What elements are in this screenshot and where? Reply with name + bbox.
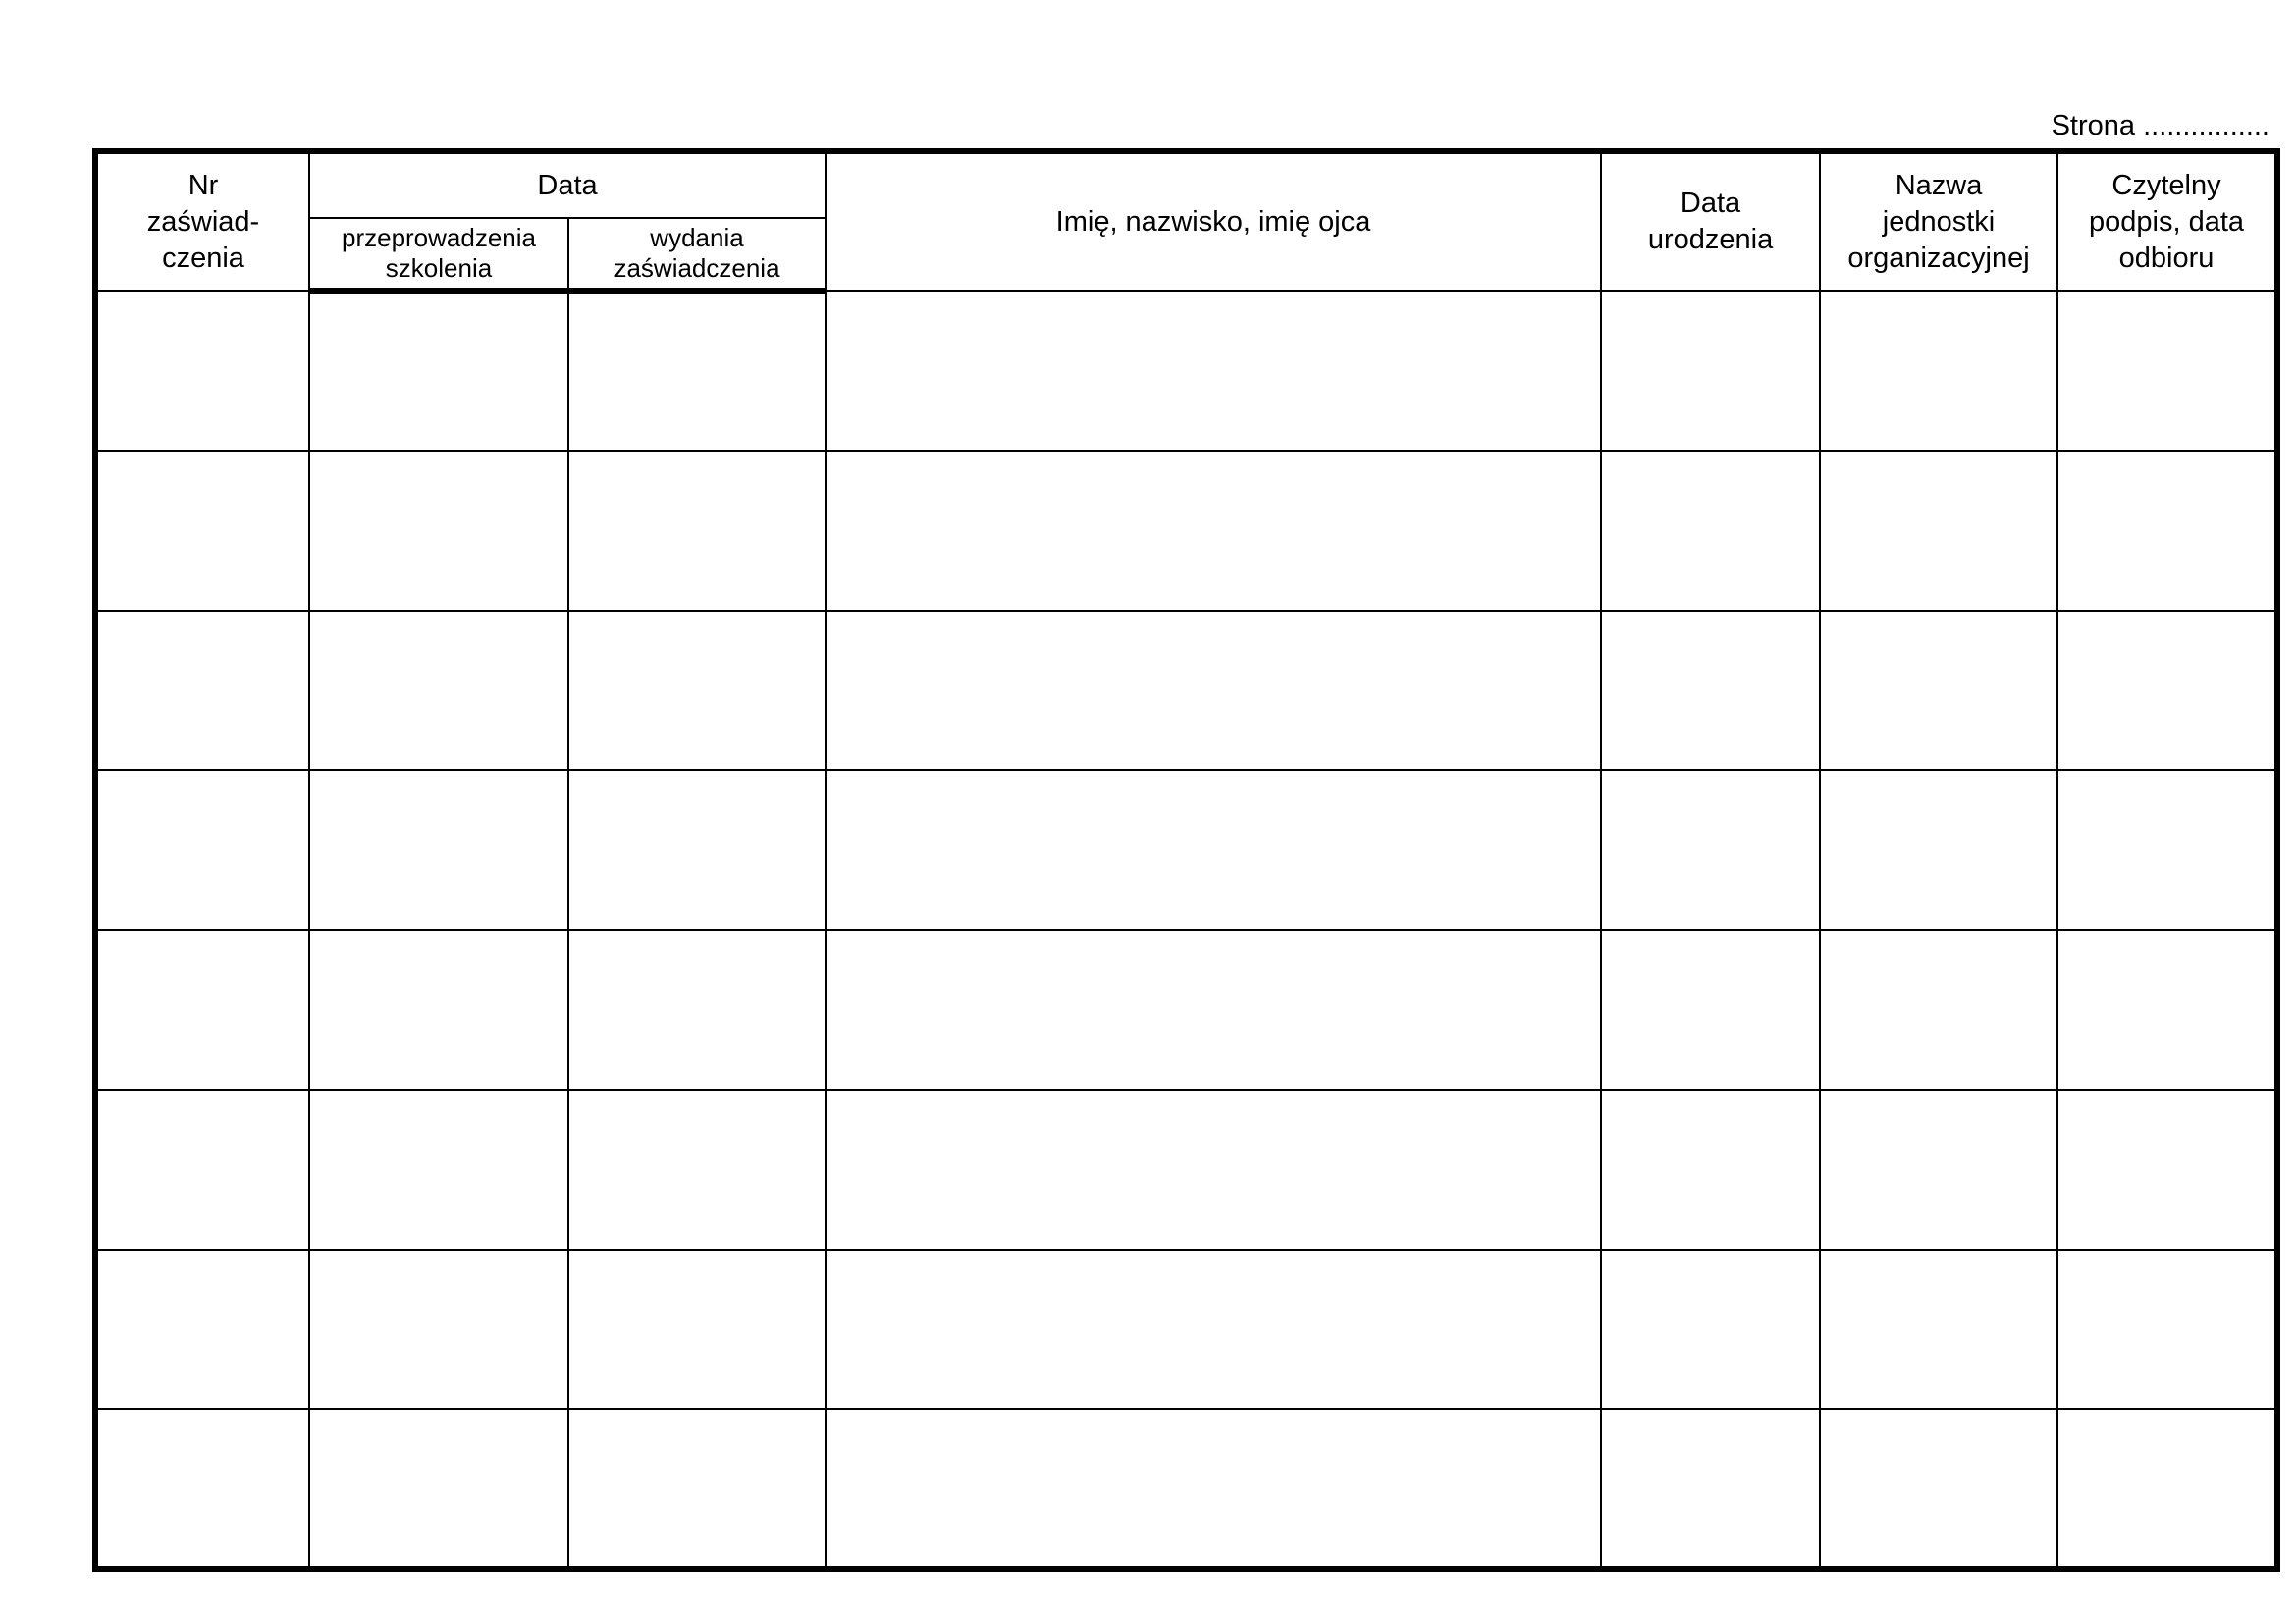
cell-birth-date[interactable]: [1601, 770, 1820, 930]
cell-signature[interactable]: [2057, 1090, 2277, 1250]
header-unit-name: [1820, 151, 2057, 291]
cell-full-name[interactable]: [826, 611, 1601, 771]
cell-full-name[interactable]: [826, 1090, 1601, 1250]
header-full-name-label: Imię, nazwisko, imię ojca: [1055, 205, 1371, 238]
cell-unit-name[interactable]: [1820, 291, 2057, 451]
cell-issue-date[interactable]: [568, 451, 826, 611]
cell-signature[interactable]: [2057, 770, 2277, 930]
cell-unit-name[interactable]: [1820, 451, 2057, 611]
cell-issue-date[interactable]: [568, 291, 826, 451]
cell-signature[interactable]: [2057, 291, 2277, 451]
table-row: [95, 1409, 2277, 1569]
cell-training-date[interactable]: [309, 1250, 568, 1410]
cell-training-date[interactable]: [309, 1409, 568, 1569]
header-issue-date: [568, 218, 826, 291]
table-row: [95, 451, 2277, 611]
cell-certificate-number[interactable]: [95, 611, 309, 771]
header-date-group-label: Data: [537, 169, 598, 201]
table-row: [95, 611, 2277, 771]
cell-signature[interactable]: [2057, 930, 2277, 1090]
header-birth-date-label: Data urodzenia: [1647, 188, 1774, 255]
cell-full-name[interactable]: [826, 1250, 1601, 1410]
header-certificate-number-label: Nr zaświad- czenia: [146, 169, 260, 274]
cell-training-date[interactable]: [309, 1090, 568, 1250]
cell-training-date[interactable]: [309, 611, 568, 771]
cell-certificate-number[interactable]: [95, 291, 309, 451]
header-training-date: [309, 218, 568, 291]
cell-unit-name[interactable]: [1820, 930, 2057, 1090]
cell-unit-name[interactable]: [1820, 1250, 2057, 1410]
cell-birth-date[interactable]: [1601, 1250, 1820, 1410]
header-signature: [2057, 151, 2277, 291]
header-birth-date: [1601, 151, 1820, 291]
header-full-name: [826, 151, 1601, 291]
cell-certificate-number[interactable]: [95, 1409, 309, 1569]
cell-birth-date[interactable]: [1601, 1409, 1820, 1569]
header-date-group: [309, 151, 826, 218]
cell-training-date[interactable]: [309, 451, 568, 611]
table-row: [95, 1090, 2277, 1250]
header-training-date-label: przeprowadzenia szkolenia: [341, 223, 536, 283]
cell-birth-date[interactable]: [1601, 291, 1820, 451]
cell-signature[interactable]: [2057, 1409, 2277, 1569]
header-certificate-number: [95, 151, 309, 291]
cell-birth-date[interactable]: [1601, 930, 1820, 1090]
cell-unit-name[interactable]: [1820, 770, 2057, 930]
cell-training-date[interactable]: [309, 291, 568, 451]
table-row: [95, 291, 2277, 451]
cell-unit-name[interactable]: [1820, 611, 2057, 771]
cell-training-date[interactable]: [309, 930, 568, 1090]
cell-full-name[interactable]: [826, 1409, 1601, 1569]
cell-training-date[interactable]: [309, 770, 568, 930]
certificate-register-table: [92, 148, 2280, 1572]
cell-full-name[interactable]: [826, 291, 1601, 451]
cell-signature[interactable]: [2057, 611, 2277, 771]
cell-issue-date[interactable]: [568, 611, 826, 771]
cell-birth-date[interactable]: [1601, 611, 1820, 771]
header-issue-date-label: wydania zaświadczenia: [614, 223, 780, 283]
cell-issue-date[interactable]: [568, 770, 826, 930]
table-row: [95, 770, 2277, 930]
cell-unit-name[interactable]: [1820, 1409, 2057, 1569]
cell-issue-date[interactable]: [568, 1250, 826, 1410]
table-row: [95, 1250, 2277, 1410]
cell-birth-date[interactable]: [1601, 1090, 1820, 1250]
cell-certificate-number[interactable]: [95, 1250, 309, 1410]
table-body: [95, 291, 2277, 1569]
cell-signature[interactable]: [2057, 451, 2277, 611]
cell-full-name[interactable]: [826, 930, 1601, 1090]
cell-issue-date[interactable]: [568, 1409, 826, 1569]
cell-certificate-number[interactable]: [95, 770, 309, 930]
cell-unit-name[interactable]: [1820, 1090, 2057, 1250]
page-number-label: Strona ................: [2051, 110, 2269, 141]
cell-birth-date[interactable]: [1601, 451, 1820, 611]
cell-issue-date[interactable]: [568, 930, 826, 1090]
header-signature-label: Czytelny podpis, data odbioru: [2089, 169, 2245, 274]
cell-full-name[interactable]: [826, 451, 1601, 611]
cell-full-name[interactable]: [826, 770, 1601, 930]
header-unit-name-label: Nazwa jednostki organizacyjnej: [1847, 169, 2030, 274]
cell-issue-date[interactable]: [568, 1090, 826, 1250]
cell-certificate-number[interactable]: [95, 451, 309, 611]
cell-certificate-number[interactable]: [95, 930, 309, 1090]
cell-signature[interactable]: [2057, 1250, 2277, 1410]
cell-certificate-number[interactable]: [95, 1090, 309, 1250]
table-header: [95, 151, 2277, 291]
table-row: [95, 930, 2277, 1090]
